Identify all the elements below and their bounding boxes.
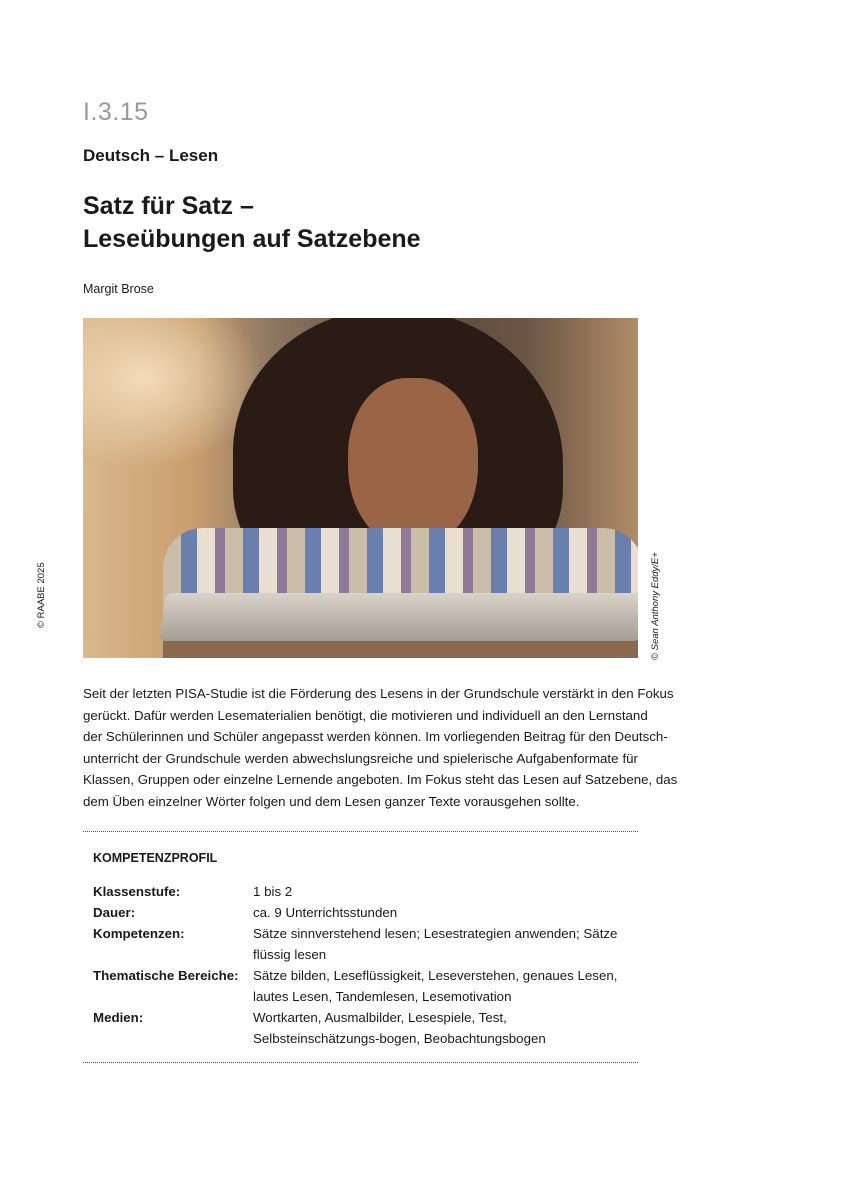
- title-line: Satz für Satz –: [83, 192, 254, 220]
- profile-row: [93, 923, 623, 965]
- intro-paragraph: [83, 683, 678, 812]
- photo-face: [348, 378, 478, 548]
- profile-label: Dauer:: [93, 905, 136, 920]
- profile-row: [93, 1007, 623, 1049]
- profile-label: Medien:: [93, 1010, 144, 1025]
- profile-value: ca. 9 Unterrichtsstunden: [253, 905, 398, 920]
- title-line: Leseübungen auf Satzebene: [83, 225, 421, 253]
- profile-row: [93, 965, 623, 1007]
- divider: [83, 1062, 638, 1063]
- profile-label: Klassenstufe:: [93, 884, 181, 899]
- profile-label: Kompetenzen:: [93, 926, 185, 941]
- author: Margit Brose: [83, 282, 154, 296]
- intro-line: Seit der letzten PISA-Studie ist die Förderung des Lesens in der Grundschule verstärkt in den Fokus: [83, 686, 674, 701]
- intro-line: Klassen, Gruppen oder einzelne Lernende angeboten. Im Fokus steht das Lesen auf Satzebene, das: [83, 772, 678, 787]
- profile-label: Thematische Bereiche:: [93, 968, 239, 983]
- copyright: © RAABE 2025: [36, 562, 47, 628]
- cover-photo: [83, 318, 638, 658]
- page-title: [83, 190, 421, 256]
- profile-value: 1 bis 2: [253, 884, 293, 899]
- profile-heading: KOMPETENZPROFIL: [93, 851, 218, 865]
- photo-credit: © Sean Anthony Eddy/E+: [650, 552, 661, 660]
- profile-value: Sätze bilden, Leseflüssigkeit, Leseverstehen, genaues Lesen, lautes Lesen, Tandemlesen, Lesemotivation: [253, 968, 618, 1004]
- profile-row: [93, 881, 623, 902]
- intro-line: der Schülerinnen und Schüler angepasst werden können. Im vorliegenden Beitrag für den Deutsch-: [83, 729, 668, 744]
- profile-value: Wortkarten, Ausmalbilder, Lesespiele, Test, Selbsteinschätzungs-bogen, Beobachtungsbogen: [253, 1010, 546, 1046]
- profile-table: [93, 881, 623, 1049]
- intro-line: gerückt. Dafür werden Lesematerialien benötigt, die motivieren und individuell an den Lernstand: [83, 707, 648, 723]
- profile-row: [93, 902, 623, 923]
- profile-value: Sätze sinnverstehend lesen; Lesestrategien anwenden; Sätze flüssig lesen: [253, 926, 618, 962]
- intro-line: dem Üben einzelner Wörter folgen und dem Lesen ganzer Texte vorausgehen sollte.: [83, 793, 580, 809]
- photo-book: [160, 593, 638, 641]
- subject-heading: Deutsch – Lesen: [83, 146, 219, 165]
- intro-line: unterricht der Grundschule werden abwechslungsreiche und spielerische Aufgabenformate für: [83, 750, 638, 766]
- divider: [83, 831, 638, 832]
- unit-number: I.3.15: [83, 98, 149, 126]
